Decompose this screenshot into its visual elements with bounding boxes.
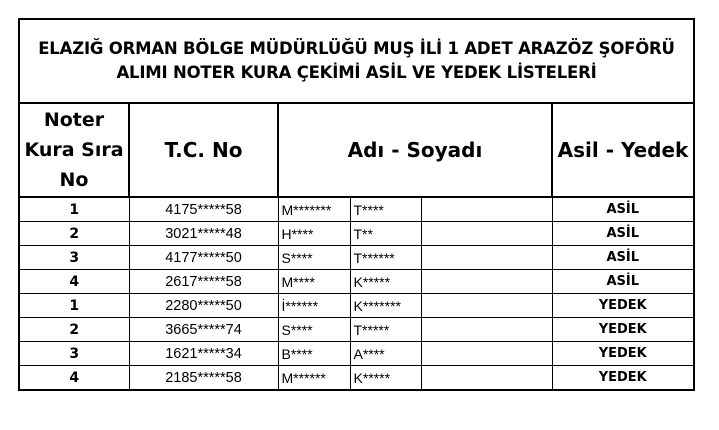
row-tc-no: 3665*****74 bbox=[129, 318, 278, 342]
row-empty-cell bbox=[421, 342, 552, 366]
row-empty-cell bbox=[421, 294, 552, 318]
row-empty-cell bbox=[421, 197, 552, 222]
row-first-name: S**** bbox=[278, 246, 350, 270]
table-row bbox=[19, 197, 694, 222]
row-sira-no: 2 bbox=[19, 222, 129, 246]
row-sira-no: 4 bbox=[19, 270, 129, 294]
row-empty-cell bbox=[421, 318, 552, 342]
row-sira-no: 1 bbox=[19, 294, 129, 318]
row-first-name: M**** bbox=[278, 270, 350, 294]
row-sira-no: 4 bbox=[19, 366, 129, 391]
table-row bbox=[19, 270, 694, 294]
row-sira-no: 1 bbox=[19, 197, 129, 222]
table-row bbox=[19, 222, 694, 246]
row-last-name: K***** bbox=[350, 270, 421, 294]
row-sira-no: 3 bbox=[19, 246, 129, 270]
row-tc-no: 2280*****50 bbox=[129, 294, 278, 318]
row-first-name: İ****** bbox=[278, 294, 350, 318]
title-line-2: ALIMI NOTER KURA ÇEKİMİ ASİL VE YEDEK LİSTELERİ bbox=[116, 63, 597, 82]
row-empty-cell bbox=[421, 222, 552, 246]
row-status: ASİL bbox=[552, 222, 694, 246]
row-last-name: K***** bbox=[350, 366, 421, 391]
row-sira-no: 3 bbox=[19, 342, 129, 366]
row-last-name: T****** bbox=[350, 246, 421, 270]
row-tc-no: 2617*****58 bbox=[129, 270, 278, 294]
row-last-name: T** bbox=[350, 222, 421, 246]
kura-table bbox=[18, 18, 695, 391]
row-first-name: B**** bbox=[278, 342, 350, 366]
header-adi-soyadi: Adı - Soyadı bbox=[278, 103, 552, 197]
row-status: YEDEK bbox=[552, 366, 694, 391]
row-status: ASİL bbox=[552, 270, 694, 294]
row-empty-cell bbox=[421, 246, 552, 270]
row-last-name: K******* bbox=[350, 294, 421, 318]
header-sira-no bbox=[19, 103, 129, 197]
row-first-name: S**** bbox=[278, 318, 350, 342]
title-line-1: ELAZIĞ ORMAN BÖLGE MÜDÜRLÜĞÜ MUŞ İLİ 1 ADET ARAZÖZ ŞOFÖRÜ bbox=[38, 39, 675, 58]
row-last-name: T***** bbox=[350, 318, 421, 342]
row-last-name: A**** bbox=[350, 342, 421, 366]
row-first-name: M******* bbox=[278, 197, 350, 222]
row-status: YEDEK bbox=[552, 318, 694, 342]
table-row bbox=[19, 318, 694, 342]
table-row bbox=[19, 294, 694, 318]
table-row bbox=[19, 246, 694, 270]
row-first-name: H**** bbox=[278, 222, 350, 246]
row-status: ASİL bbox=[552, 197, 694, 222]
row-status: ASİL bbox=[552, 246, 694, 270]
row-first-name: M****** bbox=[278, 366, 350, 391]
row-tc-no: 4177*****50 bbox=[129, 246, 278, 270]
row-last-name: T**** bbox=[350, 197, 421, 222]
row-tc-no: 4175*****58 bbox=[129, 197, 278, 222]
document-title bbox=[19, 19, 694, 103]
header-tc-no: T.C. No bbox=[129, 103, 278, 197]
header-sira-no-line3: No bbox=[59, 169, 89, 191]
row-status: YEDEK bbox=[552, 294, 694, 318]
header-sira-no-line2: Kura Sıra bbox=[24, 139, 124, 161]
row-tc-no: 1621*****34 bbox=[129, 342, 278, 366]
row-empty-cell bbox=[421, 270, 552, 294]
table-row bbox=[19, 342, 694, 366]
row-status: YEDEK bbox=[552, 342, 694, 366]
row-tc-no: 2185*****58 bbox=[129, 366, 278, 391]
header-sira-no-line1: Noter bbox=[43, 109, 105, 131]
header-asil-yedek: Asil - Yedek bbox=[552, 103, 694, 197]
table-row bbox=[19, 366, 694, 391]
row-sira-no: 2 bbox=[19, 318, 129, 342]
row-empty-cell bbox=[421, 366, 552, 391]
kura-list-sheet bbox=[18, 18, 693, 391]
row-tc-no: 3021*****48 bbox=[129, 222, 278, 246]
